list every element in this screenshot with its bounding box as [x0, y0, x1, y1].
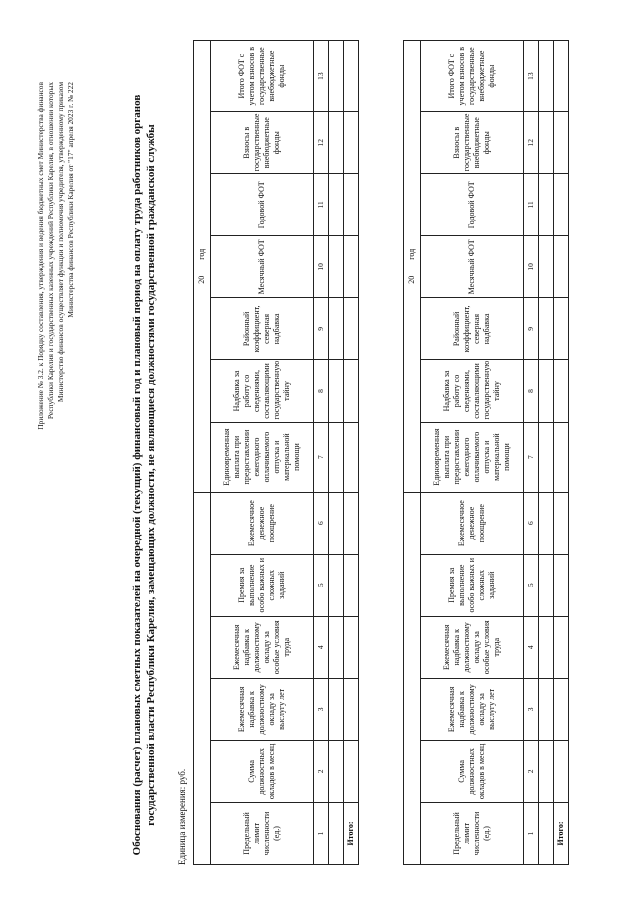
column-header: Районный коэффициент, северная надбавка — [211, 298, 314, 360]
data-cell — [329, 616, 344, 678]
column-header: Единовременная выплата при предоставлении ежегодного оплачиваемого отпуска и материальной помощи — [211, 422, 314, 492]
total-cell — [554, 616, 569, 678]
data-cell — [329, 678, 344, 740]
column-number: 3 — [314, 678, 329, 740]
column-number: 12 — [314, 112, 329, 174]
data-cell — [329, 802, 344, 864]
total-cell — [554, 554, 569, 616]
column-number: 6 — [524, 492, 539, 554]
column-number: 9 — [524, 298, 539, 360]
data-cell — [329, 112, 344, 174]
column-number: 4 — [314, 616, 329, 678]
total-cell — [554, 740, 569, 802]
column-number: 5 — [314, 554, 329, 616]
data-cell — [329, 740, 344, 802]
total-cell — [554, 112, 569, 174]
column-header: Ежемесячная надбавка к должностному окладу за выслугу лет — [211, 678, 314, 740]
data-cell — [329, 360, 344, 422]
column-number: 13 — [524, 41, 539, 112]
total-cell — [554, 298, 569, 360]
column-number: 8 — [524, 360, 539, 422]
period-prefix: 20 — [197, 275, 206, 284]
data-cell — [539, 236, 554, 298]
column-header: Предельный лимит численности (ед.) — [421, 802, 524, 864]
period-prefix: 20 — [407, 275, 416, 284]
column-number: 12 — [524, 112, 539, 174]
period-blank-cell — [404, 492, 421, 864]
table-row — [329, 41, 344, 865]
approval-note-line: Министерства финансов Республики Карелия от "17" апреля 2023 г. № 222 — [66, 82, 75, 318]
data-cell — [539, 112, 554, 174]
column-number-row — [314, 41, 329, 865]
period-row — [194, 41, 211, 865]
total-row — [344, 41, 359, 865]
column-header: Ежемесячная надбавка к должностному окладу за особые условия труда — [421, 616, 524, 678]
data-cell — [329, 554, 344, 616]
column-number: 11 — [524, 174, 539, 236]
approval-note-line: Министерство финансов осуществляет функции и полномочия учредителя, утвержденному приказом — [56, 82, 65, 403]
data-cell — [539, 616, 554, 678]
data-cell — [539, 422, 554, 492]
total-cell — [554, 174, 569, 236]
data-cell — [329, 492, 344, 554]
total-cell — [344, 422, 359, 492]
total-cell — [344, 298, 359, 360]
unit-label: Единица измерения: руб. — [177, 768, 187, 865]
column-header: Ежемесячная надбавка к должностному окладу за особые условия труда — [211, 616, 314, 678]
total-cell — [554, 678, 569, 740]
column-number: 7 — [314, 422, 329, 492]
total-cell — [344, 174, 359, 236]
column-header: Единовременная выплата при предоставлении ежегодного оплачиваемого отпуска и материальной помощи — [421, 422, 524, 492]
column-header: Годовой ФОТ — [211, 174, 314, 236]
total-cell — [344, 554, 359, 616]
column-header: Месячный ФОТ — [211, 236, 314, 298]
column-header: Сумма должностных окладов в месяц — [211, 740, 314, 802]
column-header: Премия за выполнение особо важных и сложных заданий — [421, 554, 524, 616]
column-number: 8 — [314, 360, 329, 422]
data-cell — [329, 236, 344, 298]
total-cell — [554, 41, 569, 112]
column-header: Взносы в государственные внебюджетные фонды — [421, 112, 524, 174]
column-number: 5 — [524, 554, 539, 616]
data-cell — [539, 740, 554, 802]
column-header: Сумма должностных окладов в месяц — [421, 740, 524, 802]
column-header: Взносы в государственные внебюджетные фонды — [211, 112, 314, 174]
total-cell — [344, 616, 359, 678]
column-header: Надбавка за работу со сведениями, составляющими государственную тайну — [421, 360, 524, 422]
approval-note-line: Приложение № 3.2. к Порядку составления, утверждения и ведения бюджетных смет Министерства финансов — [36, 82, 45, 430]
column-number: 2 — [314, 740, 329, 802]
title-line: государственной власти Республики Карелия, замещающих должности, не являющиеся должностями государственной гражданской службы — [145, 124, 157, 826]
period-row — [404, 41, 421, 865]
column-number: 6 — [314, 492, 329, 554]
data-cell — [329, 174, 344, 236]
data-cell — [539, 678, 554, 740]
calculation-table — [403, 40, 569, 865]
period-suffix: год — [407, 248, 416, 260]
column-number: 3 — [524, 678, 539, 740]
period-blank-cell — [194, 492, 211, 864]
approval-note — [36, 82, 76, 502]
total-label: Итого: — [344, 802, 359, 864]
document-title — [130, 85, 158, 865]
total-cell — [344, 678, 359, 740]
column-number: 11 — [314, 174, 329, 236]
total-cell — [554, 492, 569, 554]
column-number: 9 — [314, 298, 329, 360]
data-cell — [329, 422, 344, 492]
total-cell — [344, 492, 359, 554]
table-row — [539, 41, 554, 865]
title-line: Обоснования (расчет) плановых сметных показателей на очередной (текущий) финансовый год и плановый период на оплату труда работников органов — [131, 94, 143, 856]
column-header: Итого ФОТ с учетом взносов в государственные внебюджетные фонды — [421, 41, 524, 112]
total-row — [554, 41, 569, 865]
column-header: Ежемесячное денежное поощрение — [421, 492, 524, 554]
column-header: Предельный лимит численности (ед.) — [211, 802, 314, 864]
period-suffix: год — [197, 248, 206, 260]
data-cell — [539, 360, 554, 422]
column-number: 13 — [314, 41, 329, 112]
total-cell — [554, 422, 569, 492]
data-cell — [329, 298, 344, 360]
total-cell — [554, 360, 569, 422]
total-cell — [344, 41, 359, 112]
column-header-row — [421, 41, 524, 865]
total-cell — [344, 360, 359, 422]
data-cell — [329, 41, 344, 112]
column-header: Премия за выполнение особо важных и сложных заданий — [211, 554, 314, 616]
column-number: 10 — [524, 236, 539, 298]
column-header: Годовой ФОТ — [421, 174, 524, 236]
total-cell — [344, 112, 359, 174]
column-number-row — [524, 41, 539, 865]
total-cell — [344, 236, 359, 298]
data-cell — [539, 492, 554, 554]
column-number: 1 — [524, 802, 539, 864]
approval-note-line: Республики Карелия и государственных казенных учреждений Республики Карелия, в отношении которых — [46, 82, 55, 420]
column-number: 2 — [524, 740, 539, 802]
period-cell — [194, 41, 211, 493]
column-header: Надбавка за работу со сведениями, составляющими государственную тайну — [211, 360, 314, 422]
column-header: Итого ФОТ с учетом взносов в государственные внебюджетные фонды — [211, 41, 314, 112]
column-header: Месячный ФОТ — [421, 236, 524, 298]
column-header: Ежемесячное денежное поощрение — [211, 492, 314, 554]
total-cell — [554, 236, 569, 298]
total-label: Итого: — [554, 802, 569, 864]
data-cell — [539, 41, 554, 112]
calculation-table — [193, 40, 359, 865]
column-header: Ежемесячная надбавка к должностному окладу за выслугу лет — [421, 678, 524, 740]
total-cell — [344, 740, 359, 802]
data-cell — [539, 554, 554, 616]
table-body — [404, 41, 569, 865]
period-cell — [404, 41, 421, 493]
data-cell — [539, 802, 554, 864]
column-number: 7 — [524, 422, 539, 492]
column-header-row — [211, 41, 314, 865]
column-number: 4 — [524, 616, 539, 678]
column-number: 1 — [314, 802, 329, 864]
column-header: Районный коэффициент, северная надбавка — [421, 298, 524, 360]
table-body — [194, 41, 359, 865]
data-cell — [539, 174, 554, 236]
data-cell — [539, 298, 554, 360]
column-number: 10 — [314, 236, 329, 298]
